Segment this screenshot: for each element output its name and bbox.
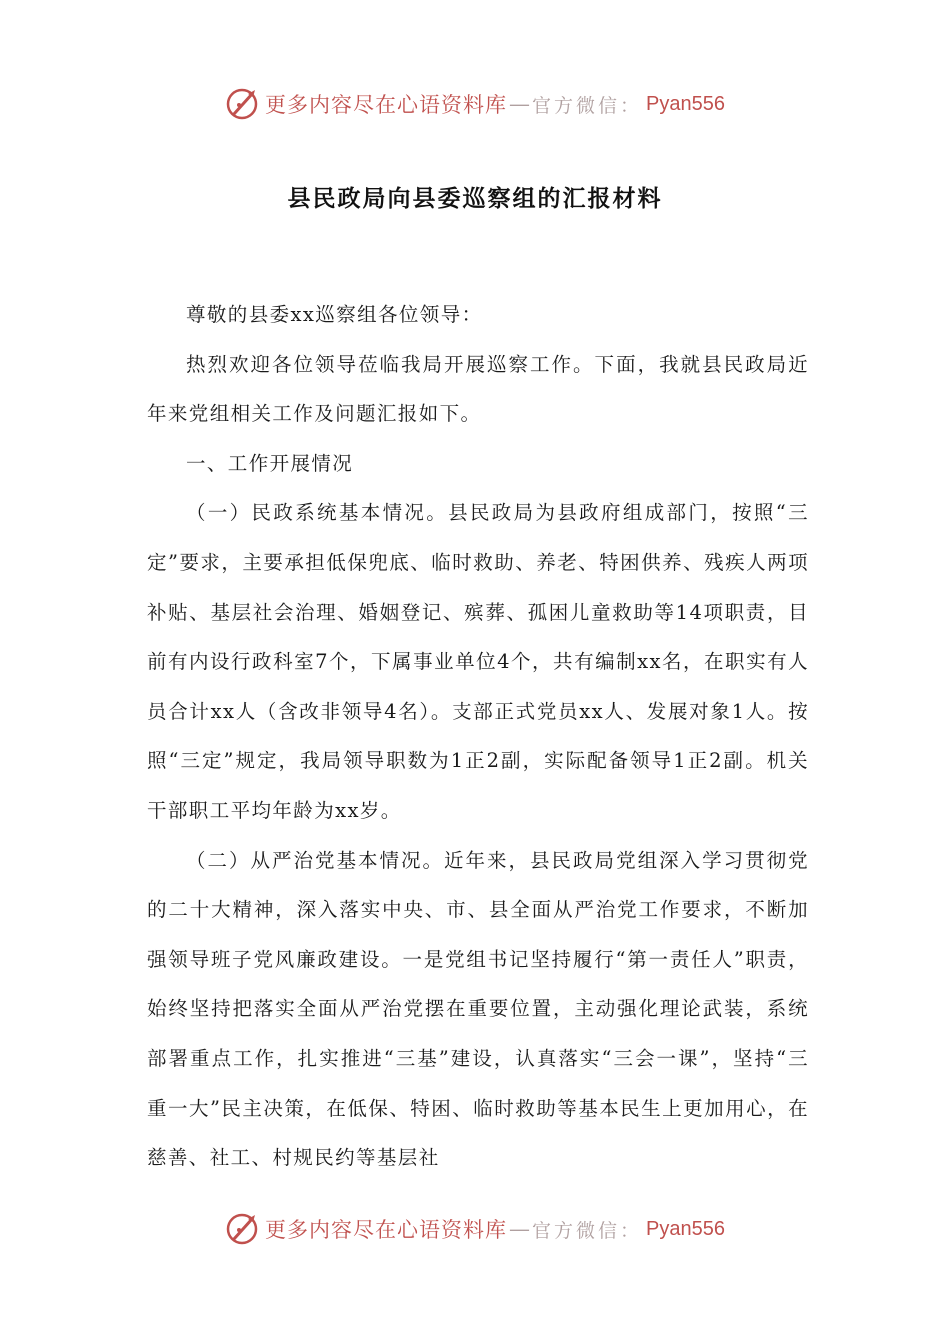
watermark-header bbox=[0, 80, 950, 128]
pen-logo-icon bbox=[225, 1211, 261, 1247]
pen-logo-icon bbox=[225, 86, 261, 122]
watermark-dash: — bbox=[509, 92, 530, 116]
paragraph-party-discipline: （二）从严治党基本情况。近年来，县民政局党组深入学习贯彻党的二十大精神，深入落实中央、市、县全面从严治党工作要求，不断加强领导班子党风廉政建设。一是党组书记坚持履行“第一责任人”职责，始终坚持把落实全面从严治党摆在重要位置，主动强化理论武装，系统部署重点工作，扎实推进“三基”建设，认真落实“三会一课”，坚持“三重一大”民主决策，在低保、特困、临时救助等基本民生上更加用心，在慈善、社工、村规民约等基层社 bbox=[147, 848, 809, 1170]
watermark-text: 更多内容尽在心语资料库 bbox=[265, 1218, 507, 1242]
watermark-footer bbox=[0, 1205, 950, 1253]
paragraph-salutation: 尊敬的县委xx巡察组各位领导： bbox=[186, 303, 483, 326]
document-title: 县民政局向县委巡察组的汇报材料 bbox=[287, 185, 663, 212]
section-heading: 一、工作开展情况 bbox=[186, 451, 354, 475]
watermark-dash: — bbox=[509, 1217, 530, 1241]
watermark-official-label: 官方微信： bbox=[532, 94, 643, 117]
paragraph-basic-info: （一）民政系统基本情况。县民政局为县政府组成部门，按照“三定”要求，主要承担低保兜底、临时救助、养老、特困供养、残疾人两项补贴、基层社会治理、婚姻登记、殡葬、孤困儿童救助等14项职责，目前有内设行政科室7个，下属事业单位4个，共有编制xx名，在职实有人员合计xx人（含改非领导4名）。支部正式党员xx人、发展对象1人。按照“三定”规定，我局领导职数为1正2副，实际配备领导1正2副。机关干部职工平均年龄为xx岁。 bbox=[147, 501, 809, 822]
watermark-wechat-id: Pyan556 bbox=[646, 1217, 725, 1240]
paragraph-intro: 热烈欢迎各位领导莅临我局开展巡察工作。下面，我就县民政局近年来党组相关工作及问题汇报如下。 bbox=[147, 352, 809, 426]
watermark-text: 更多内容尽在心语资料库 bbox=[265, 93, 507, 117]
document-body bbox=[147, 290, 809, 1183]
watermark-wechat-id: Pyan556 bbox=[646, 92, 725, 115]
watermark-official-label: 官方微信： bbox=[532, 1219, 643, 1242]
